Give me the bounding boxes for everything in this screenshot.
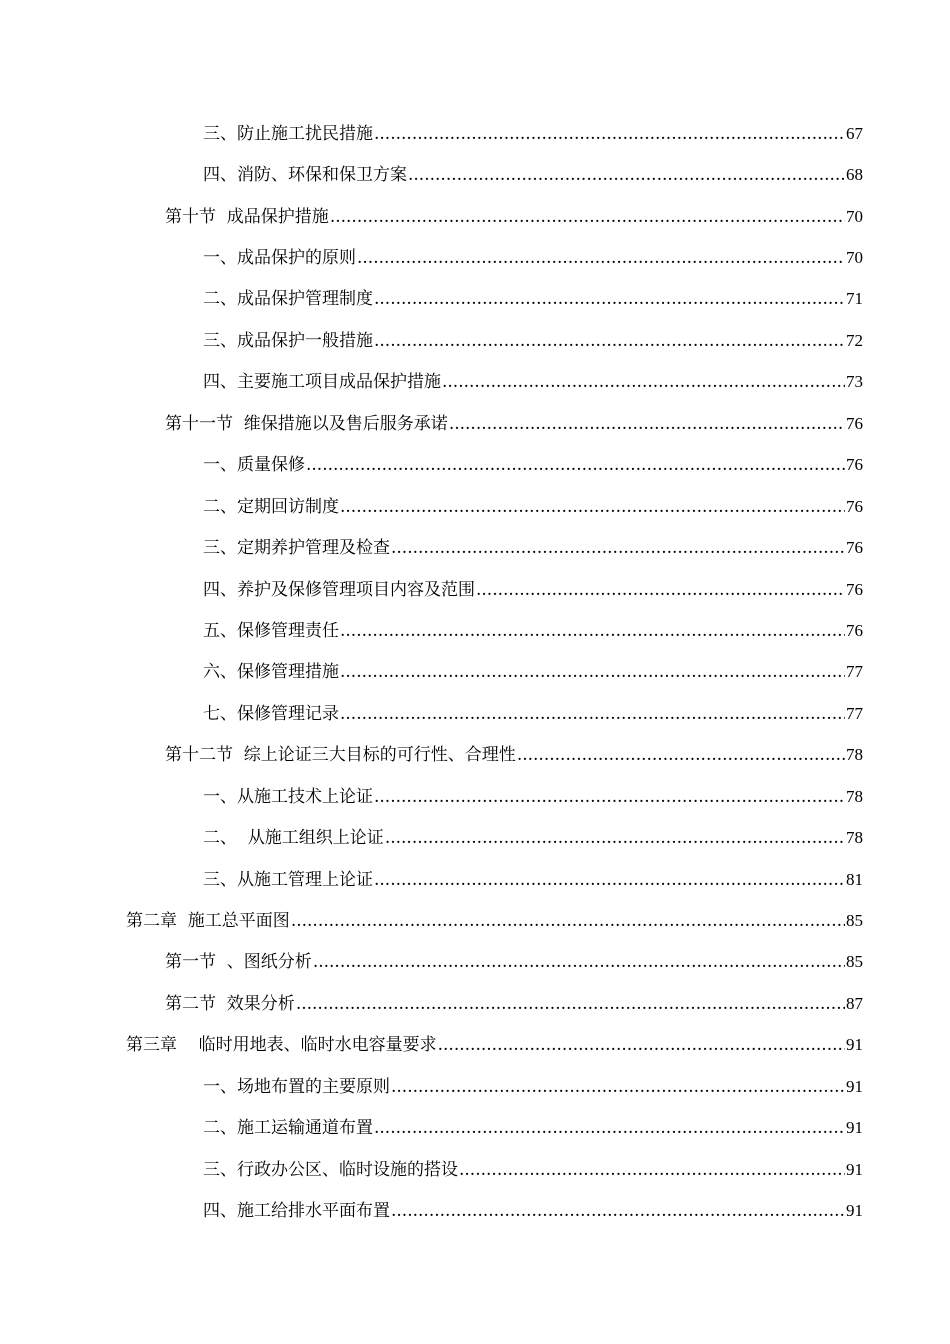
toc-dot-leader bbox=[291, 901, 845, 942]
toc-dot-leader bbox=[330, 197, 845, 238]
toc-dot-leader bbox=[306, 445, 845, 486]
toc-entry-page-number: 78 bbox=[846, 828, 863, 848]
toc-entry[interactable] bbox=[0, 1025, 950, 1066]
toc-entry[interactable] bbox=[0, 900, 950, 941]
toc-entry-title: 三、从施工管理上论证 bbox=[203, 869, 373, 890]
toc-entry-title: 第十一节 维保措施以及售后服务承诺 bbox=[165, 413, 448, 434]
toc-entry-page-number: 85 bbox=[846, 952, 863, 972]
toc-entry-title: 四、主要施工项目成品保护措施 bbox=[203, 372, 441, 393]
toc-entry[interactable] bbox=[0, 320, 950, 361]
table-of-contents bbox=[0, 113, 950, 1232]
toc-entry-line bbox=[165, 403, 950, 445]
toc-dot-leader bbox=[391, 1067, 845, 1108]
toc-entry[interactable] bbox=[0, 486, 950, 527]
toc-entry-line bbox=[126, 900, 950, 942]
toc-entry-page-number: 77 bbox=[846, 703, 863, 723]
toc-entry-title: 第十节 成品保护措施 bbox=[165, 206, 329, 227]
toc-entry-page-number: 67 bbox=[846, 123, 863, 143]
toc-entry-page-number: 81 bbox=[846, 869, 863, 889]
toc-entry-page-number: 78 bbox=[846, 786, 863, 806]
toc-entry[interactable] bbox=[0, 776, 950, 817]
toc-entry[interactable] bbox=[0, 1149, 950, 1190]
toc-entry-line bbox=[203, 444, 950, 486]
toc-entry[interactable] bbox=[0, 983, 950, 1024]
toc-entry-line bbox=[203, 776, 950, 818]
toc-entry[interactable] bbox=[0, 362, 950, 403]
toc-entry-title: 二、 从施工组织上论证 bbox=[203, 828, 384, 849]
toc-entry-page-number: 87 bbox=[846, 993, 863, 1013]
toc-dot-leader bbox=[408, 155, 845, 196]
toc-entry-line bbox=[203, 361, 950, 403]
toc-entry-line bbox=[203, 154, 950, 196]
toc-entry-title: 四、养护及保修管理项目内容及范围 bbox=[203, 579, 475, 600]
toc-entry-title: 三、成品保护一般措施 bbox=[203, 330, 373, 351]
toc-entry-page-number: 91 bbox=[846, 1035, 863, 1055]
toc-dot-leader bbox=[459, 1150, 845, 1191]
toc-entry-title: 二、施工运输通道布置 bbox=[203, 1118, 373, 1139]
toc-entry[interactable] bbox=[0, 1108, 950, 1149]
toc-dot-leader bbox=[385, 818, 845, 859]
toc-entry-line bbox=[203, 569, 950, 611]
toc-entry-page-number: 76 bbox=[846, 455, 863, 475]
toc-entry-line bbox=[203, 486, 950, 528]
toc-entry[interactable] bbox=[0, 1066, 950, 1107]
toc-entry[interactable] bbox=[0, 1190, 950, 1231]
toc-dot-leader bbox=[340, 487, 845, 528]
toc-entry-line bbox=[203, 1107, 950, 1149]
toc-entry-page-number: 91 bbox=[846, 1076, 863, 1096]
toc-entry-title: 第三章 临时用地表、临时水电容量要求 bbox=[126, 1035, 437, 1056]
toc-entry-page-number: 72 bbox=[846, 330, 863, 350]
toc-dot-leader bbox=[517, 735, 845, 776]
toc-entry-line bbox=[203, 113, 950, 155]
toc-entry-title: 第二节 效果分析 bbox=[165, 993, 295, 1014]
toc-entry[interactable] bbox=[0, 735, 950, 776]
toc-entry-page-number: 91 bbox=[846, 1159, 863, 1179]
toc-entry-title: 二、定期回访制度 bbox=[203, 496, 339, 517]
toc-dot-leader bbox=[476, 570, 845, 611]
toc-entry-title: 四、消防、环保和保卫方案 bbox=[203, 165, 407, 186]
toc-dot-leader bbox=[438, 1025, 845, 1066]
toc-entry-title: 第十二节 综上论证三大目标的可行性、合理性 bbox=[165, 745, 516, 766]
toc-entry-page-number: 70 bbox=[846, 206, 863, 226]
toc-dot-leader bbox=[340, 652, 845, 693]
toc-entry-title: 四、施工给排水平面布置 bbox=[203, 1201, 390, 1222]
toc-entry[interactable] bbox=[0, 652, 950, 693]
toc-dot-leader bbox=[449, 404, 845, 445]
toc-entry-page-number: 71 bbox=[846, 289, 863, 309]
toc-entry-title: 三、防止施工扰民措施 bbox=[203, 123, 373, 144]
toc-entry[interactable] bbox=[0, 196, 950, 237]
toc-entry-line bbox=[203, 693, 950, 735]
toc-dot-leader bbox=[374, 114, 845, 155]
toc-entry-title: 五、保修管理责任 bbox=[203, 620, 339, 641]
toc-entry-line bbox=[203, 1149, 950, 1191]
toc-entry-page-number: 76 bbox=[846, 620, 863, 640]
toc-entry[interactable] bbox=[0, 942, 950, 983]
toc-entry-title: 一、场地布置的主要原则 bbox=[203, 1076, 390, 1097]
toc-entry-page-number: 77 bbox=[846, 662, 863, 682]
toc-dot-leader bbox=[442, 362, 845, 403]
toc-dot-leader bbox=[374, 777, 845, 818]
toc-entry-title: 二、成品保护管理制度 bbox=[203, 289, 373, 310]
toc-entry[interactable] bbox=[0, 113, 950, 154]
toc-entry-line bbox=[126, 1024, 950, 1066]
toc-entry-line bbox=[165, 196, 950, 238]
toc-entry[interactable] bbox=[0, 279, 950, 320]
toc-entry-title: 七、保修管理记录 bbox=[203, 703, 339, 724]
toc-entry[interactable] bbox=[0, 610, 950, 651]
toc-entry-line bbox=[203, 237, 950, 279]
toc-entry[interactable] bbox=[0, 403, 950, 444]
toc-entry-page-number: 73 bbox=[846, 372, 863, 392]
toc-entry-line bbox=[203, 651, 950, 693]
toc-entry-page-number: 76 bbox=[846, 579, 863, 599]
toc-entry-page-number: 76 bbox=[846, 413, 863, 433]
toc-entry[interactable] bbox=[0, 527, 950, 568]
toc-entry-title: 三、定期养护管理及检查 bbox=[203, 538, 390, 559]
toc-entry-page-number: 70 bbox=[846, 248, 863, 268]
toc-entry-title: 一、从施工技术上论证 bbox=[203, 786, 373, 807]
toc-entry-line bbox=[203, 610, 950, 652]
toc-dot-leader bbox=[391, 528, 845, 569]
toc-entry-line bbox=[165, 941, 950, 983]
toc-dot-leader bbox=[374, 860, 845, 901]
toc-entry[interactable] bbox=[0, 569, 950, 610]
toc-dot-leader bbox=[340, 694, 845, 735]
toc-entry[interactable] bbox=[0, 693, 950, 734]
toc-entry-title: 第一节 、图纸分析 bbox=[165, 952, 312, 973]
toc-entry[interactable] bbox=[0, 237, 950, 278]
toc-entry-line bbox=[203, 1190, 950, 1232]
toc-entry-title: 第二章 施工总平面图 bbox=[126, 911, 290, 932]
toc-dot-leader bbox=[296, 984, 845, 1025]
toc-dot-leader bbox=[357, 238, 845, 279]
toc-entry[interactable] bbox=[0, 817, 950, 858]
toc-entry-page-number: 91 bbox=[846, 1118, 863, 1138]
toc-entry-line bbox=[203, 859, 950, 901]
toc-entry-page-number: 76 bbox=[846, 538, 863, 558]
toc-entry-line bbox=[203, 278, 950, 320]
toc-entry[interactable] bbox=[0, 154, 950, 195]
toc-entry-page-number: 76 bbox=[846, 496, 863, 516]
toc-entry-title: 三、行政办公区、临时设施的搭设 bbox=[203, 1159, 458, 1180]
toc-dot-leader bbox=[374, 321, 845, 362]
toc-entry-line bbox=[165, 734, 950, 776]
toc-entry-page-number: 68 bbox=[846, 165, 863, 185]
toc-entry-title: 六、保修管理措施 bbox=[203, 662, 339, 683]
toc-dot-leader bbox=[374, 279, 845, 320]
toc-entry-title: 一、质量保修 bbox=[203, 455, 305, 476]
toc-dot-leader bbox=[340, 611, 845, 652]
toc-entry-line bbox=[203, 320, 950, 362]
toc-entry-line bbox=[165, 983, 950, 1025]
toc-entry-title: 一、成品保护的原则 bbox=[203, 248, 356, 269]
toc-entry[interactable] bbox=[0, 859, 950, 900]
toc-entry-line bbox=[203, 1066, 950, 1108]
toc-entry-page-number: 91 bbox=[846, 1201, 863, 1221]
toc-entry-page-number: 78 bbox=[846, 745, 863, 765]
toc-dot-leader bbox=[374, 1108, 845, 1149]
toc-dot-leader bbox=[313, 942, 845, 983]
toc-dot-leader bbox=[391, 1191, 845, 1232]
toc-entry-page-number: 85 bbox=[846, 911, 863, 931]
toc-entry-line bbox=[203, 527, 950, 569]
toc-entry[interactable] bbox=[0, 445, 950, 486]
toc-entry-line bbox=[203, 817, 950, 859]
